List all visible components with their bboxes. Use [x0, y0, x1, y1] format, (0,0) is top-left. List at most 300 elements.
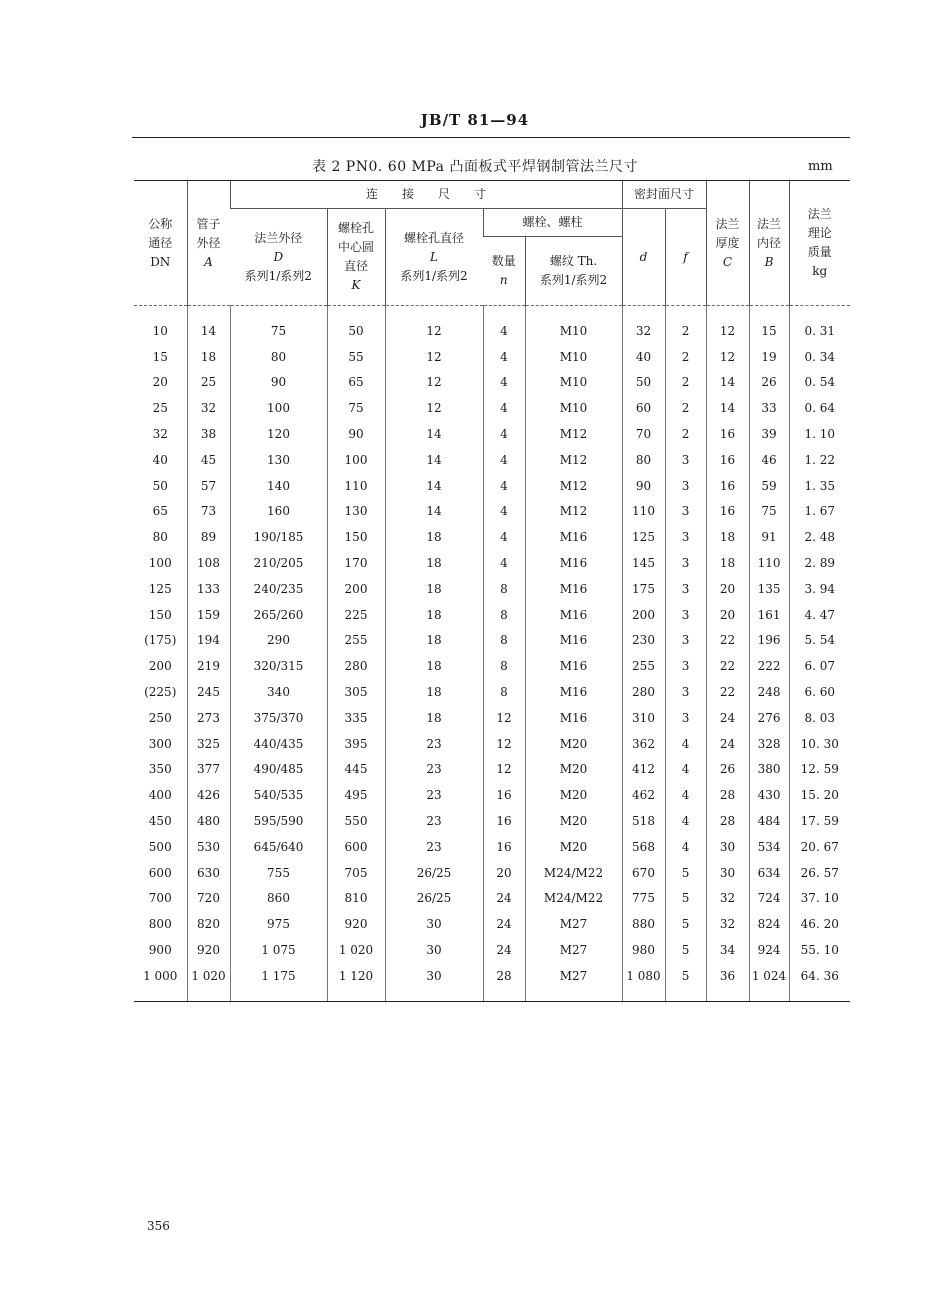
table-cell: 550: [327, 808, 385, 834]
table-cell: 4: [483, 473, 525, 499]
table-row: [134, 344, 850, 370]
table-cell: 24: [483, 886, 525, 912]
table-cell: 18: [385, 679, 483, 705]
table-cell: 4: [483, 447, 525, 473]
header-inner-diameter: 法兰 内径 B: [749, 181, 789, 306]
table-cell: 46: [749, 447, 789, 473]
table-cell: 480: [187, 808, 230, 834]
table-cell: 36: [706, 963, 749, 1001]
table-cell: 60: [622, 395, 665, 421]
table-cell: 160: [230, 499, 327, 525]
table-cell: 1 020: [187, 963, 230, 1001]
table-cell: 1. 67: [789, 499, 850, 525]
table-row: [134, 963, 850, 1001]
table-cell: 133: [187, 576, 230, 602]
table-cell: 484: [749, 808, 789, 834]
header-bolt-circle: 螺栓孔 中心圆 直径 K: [327, 209, 385, 306]
table-cell: M12: [525, 473, 622, 499]
table-cell: M20: [525, 808, 622, 834]
table-cell: 860: [230, 886, 327, 912]
table-cell: 25: [152, 401, 168, 416]
table-cell: 150: [148, 607, 172, 622]
table-cell: M16: [525, 550, 622, 576]
table-cell: 135: [749, 576, 789, 602]
table-cell: 20: [706, 576, 749, 602]
table-cell: 265/260: [230, 602, 327, 628]
table-cell: 64. 36: [789, 963, 850, 1001]
table-cell: 23: [385, 782, 483, 808]
table-cell: 15: [749, 306, 789, 344]
table-cell: M10: [525, 344, 622, 370]
table-cell: 38: [187, 421, 230, 447]
table-cell: 645/640: [230, 834, 327, 860]
table-cell: 755: [230, 860, 327, 886]
table-cell: 328: [749, 731, 789, 757]
table-cell: 20. 67: [789, 834, 850, 860]
table-cell: 0. 34: [789, 344, 850, 370]
table-row: [134, 705, 850, 731]
table-cell: 18: [385, 602, 483, 628]
table-title: 表 2 PN0. 60 MPa 凸面板式平焊钢制管法兰尺寸: [312, 159, 638, 175]
table-cell: 90: [622, 473, 665, 499]
table-cell: 530: [187, 834, 230, 860]
table-cell: 490/485: [230, 757, 327, 783]
table-cell: 0. 54: [789, 370, 850, 396]
table-cell: 30: [385, 963, 483, 1001]
table-cell: 37. 10: [789, 886, 850, 912]
table-row: [134, 370, 850, 396]
table-cell: 430: [749, 782, 789, 808]
table-cell: 16: [483, 782, 525, 808]
table-cell: 445: [327, 757, 385, 783]
table-cell: M12: [525, 499, 622, 525]
table-cell: 219: [187, 653, 230, 679]
table-cell: M24/M22: [525, 886, 622, 912]
table-cell: 26. 57: [789, 860, 850, 886]
table-cell: 5. 54: [789, 628, 850, 654]
header-bolt-hole: 螺栓孔直径 L 系列1/系列2: [385, 209, 483, 306]
table-cell: M16: [525, 653, 622, 679]
table-cell: 540/535: [230, 782, 327, 808]
table-cell: 200: [327, 576, 385, 602]
table-cell: 15: [152, 349, 168, 364]
table-cell: 4: [483, 550, 525, 576]
table-cell: 824: [749, 911, 789, 937]
table-cell: 600: [148, 865, 172, 880]
table-cell: 600: [327, 834, 385, 860]
table-cell: 4: [665, 731, 706, 757]
table-cell: 59: [749, 473, 789, 499]
table-cell: 335: [327, 705, 385, 731]
table-cell: 380: [749, 757, 789, 783]
table-row: [134, 757, 850, 783]
table-cell: 880: [622, 911, 665, 937]
table-cell: 28: [483, 963, 525, 1001]
table-cell: 3: [665, 705, 706, 731]
table-row: [134, 421, 850, 447]
table-cell: 1 120: [327, 963, 385, 1001]
table-cell: 80: [230, 344, 327, 370]
table-cell: M16: [525, 576, 622, 602]
table-cell: 2: [665, 370, 706, 396]
table-cell: 634: [749, 860, 789, 886]
table-cell: 26: [749, 370, 789, 396]
table-cell: 5: [665, 860, 706, 886]
table-cell: 1 080: [622, 963, 665, 1001]
table-cell: 426: [187, 782, 230, 808]
table-cell: 65: [327, 370, 385, 396]
table-cell: 568: [622, 834, 665, 860]
table-cell: 5: [665, 963, 706, 1001]
table-row: [134, 860, 850, 886]
table-cell: 4: [483, 499, 525, 525]
table-cell: 150: [327, 524, 385, 550]
table-cell: 108: [187, 550, 230, 576]
table-cell: 80: [152, 530, 168, 545]
table-cell: 50: [327, 306, 385, 344]
table-row: [134, 524, 850, 550]
table-cell: 630: [187, 860, 230, 886]
table-cell: 90: [230, 370, 327, 396]
table-cell: 16: [706, 447, 749, 473]
table-cell: 57: [187, 473, 230, 499]
table-cell: 26/25: [385, 886, 483, 912]
table-cell: M12: [525, 447, 622, 473]
table-row: [134, 576, 850, 602]
table-cell: 23: [385, 808, 483, 834]
table-cell: 14: [385, 499, 483, 525]
table-cell: 25: [187, 370, 230, 396]
header-thread: 螺纹 Th. 系列1/系列2: [525, 237, 622, 306]
table-cell: 350: [148, 762, 172, 777]
table-cell: 18: [385, 628, 483, 654]
table-row: [134, 447, 850, 473]
table-cell: 16: [483, 834, 525, 860]
table-cell: 159: [187, 602, 230, 628]
table-cell: 810: [327, 886, 385, 912]
table-row: [134, 306, 850, 344]
table-cell: 230: [622, 628, 665, 654]
table-cell: 15. 20: [789, 782, 850, 808]
table-cell: 50: [152, 478, 168, 493]
table-cell: 18: [385, 524, 483, 550]
table-cell: 534: [749, 834, 789, 860]
table-cell: 12: [385, 306, 483, 344]
table-cell: 3: [665, 653, 706, 679]
table-cell: 450: [148, 814, 172, 829]
table-cell: 800: [148, 917, 172, 932]
table-cell: 110: [327, 473, 385, 499]
table-cell: 4: [665, 757, 706, 783]
table-cell: 16: [706, 473, 749, 499]
table-cell: 34: [706, 937, 749, 963]
table-cell: 65: [152, 504, 168, 519]
table-cell: 28: [706, 808, 749, 834]
table-cell: 18: [706, 550, 749, 576]
table-cell: 24: [483, 937, 525, 963]
table-cell: 1. 10: [789, 421, 850, 447]
table-cell: 22: [706, 679, 749, 705]
table-cell: 10. 30: [789, 731, 850, 757]
table-cell: 8: [483, 679, 525, 705]
table-cell: 12: [483, 757, 525, 783]
table-cell: 1 020: [327, 937, 385, 963]
table-cell: 18: [385, 705, 483, 731]
table-cell: 12: [483, 705, 525, 731]
table-cell: 110: [622, 499, 665, 525]
table-cell: 8: [483, 576, 525, 602]
table-cell: 18: [385, 576, 483, 602]
table-cell: 325: [187, 731, 230, 757]
table-cell: 14: [385, 473, 483, 499]
table-cell: 3: [665, 447, 706, 473]
table-cell: 70: [622, 421, 665, 447]
table-cell: (225): [144, 685, 177, 700]
table-cell: 130: [327, 499, 385, 525]
table-cell: 45: [187, 447, 230, 473]
table-cell: 6. 60: [789, 679, 850, 705]
header-mass: 法兰 理论 质量 kg: [789, 181, 850, 306]
table-cell: 3: [665, 679, 706, 705]
table-cell: 14: [706, 395, 749, 421]
table-cell: 2: [665, 344, 706, 370]
table-cell: 75: [749, 499, 789, 525]
table-cell: 775: [622, 886, 665, 912]
table-row: [134, 834, 850, 860]
table-cell: 240/235: [230, 576, 327, 602]
table-cell: 12: [385, 344, 483, 370]
table-row: [134, 782, 850, 808]
table-cell: 3. 94: [789, 576, 850, 602]
table-cell: 0. 64: [789, 395, 850, 421]
table-cell: 5: [665, 886, 706, 912]
table-cell: 412: [622, 757, 665, 783]
table-cell: 4: [483, 524, 525, 550]
table-row: [134, 550, 850, 576]
table-cell: 245: [187, 679, 230, 705]
table-cell: M16: [525, 602, 622, 628]
table-cell: 110: [749, 550, 789, 576]
table-cell: 3: [665, 550, 706, 576]
table-cell: 1. 35: [789, 473, 850, 499]
table-cell: 16: [706, 499, 749, 525]
table-cell: M10: [525, 370, 622, 396]
table-cell: 30: [706, 834, 749, 860]
table-cell: M16: [525, 628, 622, 654]
table-cell: M16: [525, 524, 622, 550]
table-cell: 12. 59: [789, 757, 850, 783]
table-cell: 255: [622, 653, 665, 679]
table-cell: 310: [622, 705, 665, 731]
table-row: [134, 911, 850, 937]
table-cell: 255: [327, 628, 385, 654]
table-cell: M27: [525, 937, 622, 963]
table-cell: 145: [622, 550, 665, 576]
table-cell: 24: [706, 705, 749, 731]
table-cell: 14: [187, 306, 230, 344]
table-cell: M10: [525, 395, 622, 421]
table-cell: 8. 03: [789, 705, 850, 731]
table-cell: 4: [665, 834, 706, 860]
table-cell: 440/435: [230, 731, 327, 757]
table-cell: 290: [230, 628, 327, 654]
table-cell: 280: [327, 653, 385, 679]
table-cell: 18: [385, 550, 483, 576]
table-cell: 30: [706, 860, 749, 886]
table-cell: 14: [385, 447, 483, 473]
table-cell: 250: [148, 710, 172, 725]
table-cell: 4. 47: [789, 602, 850, 628]
table-cell: 50: [622, 370, 665, 396]
table-cell: 700: [148, 891, 172, 906]
table-row: [134, 499, 850, 525]
table-cell: 980: [622, 937, 665, 963]
table-cell: 720: [187, 886, 230, 912]
table-row: [134, 886, 850, 912]
table-cell: 1 000: [134, 963, 187, 1001]
table-cell: 55. 10: [789, 937, 850, 963]
table-cell: 6. 07: [789, 653, 850, 679]
table-cell: 170: [327, 550, 385, 576]
table-cell: 3: [665, 473, 706, 499]
table-row: [134, 808, 850, 834]
table-cell: 1 075: [230, 937, 327, 963]
table-cell: 12: [385, 395, 483, 421]
table-cell: 20: [152, 375, 168, 390]
table-cell: 14: [706, 370, 749, 396]
table-cell: 518: [622, 808, 665, 834]
table-cell: 4: [483, 370, 525, 396]
table-cell: 320/315: [230, 653, 327, 679]
table-cell: 300: [148, 736, 172, 751]
table-cell: 222: [749, 653, 789, 679]
table-cell: 200: [622, 602, 665, 628]
table-cell: 4: [665, 782, 706, 808]
table-cell: M27: [525, 963, 622, 1001]
table-cell: 462: [622, 782, 665, 808]
table-cell: M12: [525, 421, 622, 447]
table-cell: 280: [622, 679, 665, 705]
table-cell: 120: [230, 421, 327, 447]
header-seal-d: d: [622, 209, 665, 306]
table-cell: 400: [148, 788, 172, 803]
table-cell: 375/370: [230, 705, 327, 731]
table-cell: 1. 22: [789, 447, 850, 473]
unit-label: mm: [808, 159, 833, 174]
table-row: [134, 937, 850, 963]
table-cell: 5: [665, 937, 706, 963]
header-bolt-count: 数量 n: [483, 237, 525, 306]
table-cell: 190/185: [230, 524, 327, 550]
table-cell: 89: [187, 524, 230, 550]
table-cell: 23: [385, 834, 483, 860]
table-cell: 75: [230, 306, 327, 344]
table-cell: 4: [483, 421, 525, 447]
table-cell: 26: [706, 757, 749, 783]
table-cell: 705: [327, 860, 385, 886]
table-cell: 30: [385, 937, 483, 963]
table-cell: 4: [483, 306, 525, 344]
header-dn: 公称 通径 DN: [134, 181, 187, 306]
table-cell: M16: [525, 705, 622, 731]
table-cell: (175): [144, 633, 177, 648]
table-cell: 200: [148, 659, 172, 674]
table-cell: 724: [749, 886, 789, 912]
header-pipe-od: 管子 外径 A: [187, 181, 230, 306]
table-cell: 8: [483, 653, 525, 679]
table-cell: 100: [230, 395, 327, 421]
table-cell: 362: [622, 731, 665, 757]
table-cell: 2. 89: [789, 550, 850, 576]
table-cell: 3: [665, 628, 706, 654]
table-cell: 225: [327, 602, 385, 628]
table-cell: 73: [187, 499, 230, 525]
table-cell: 595/590: [230, 808, 327, 834]
table-cell: 40: [622, 344, 665, 370]
table-cell: 12: [706, 344, 749, 370]
table-cell: 276: [749, 705, 789, 731]
table-cell: 75: [327, 395, 385, 421]
table-cell: 32: [706, 886, 749, 912]
table-cell: 80: [622, 447, 665, 473]
table-cell: 196: [749, 628, 789, 654]
table-row: [134, 653, 850, 679]
table-cell: 8: [483, 602, 525, 628]
table-cell: 4: [483, 395, 525, 421]
table-cell: 5: [665, 911, 706, 937]
table-cell: 32: [187, 395, 230, 421]
table-cell: 10: [152, 323, 168, 338]
table-row: [134, 602, 850, 628]
table-cell: M20: [525, 782, 622, 808]
table-cell: 23: [385, 731, 483, 757]
table-cell: 273: [187, 705, 230, 731]
table-cell: 3: [665, 576, 706, 602]
table-cell: 24: [706, 731, 749, 757]
table-cell: 377: [187, 757, 230, 783]
table-cell: 32: [622, 306, 665, 344]
table-cell: M24/M22: [525, 860, 622, 886]
table-cell: 22: [706, 628, 749, 654]
table-cell: 2: [665, 395, 706, 421]
table-cell: 18: [187, 344, 230, 370]
header-seal-f: f: [665, 209, 706, 306]
table-cell: 40: [152, 452, 168, 467]
table-cell: 33: [749, 395, 789, 421]
table-row: [134, 679, 850, 705]
table-cell: 194: [187, 628, 230, 654]
table-cell: 20: [483, 860, 525, 886]
table-cell: 210/205: [230, 550, 327, 576]
table-row: [134, 473, 850, 499]
table-cell: 4: [483, 344, 525, 370]
table-cell: 8: [483, 628, 525, 654]
table-cell: M27: [525, 911, 622, 937]
table-cell: 2. 48: [789, 524, 850, 550]
header-seal: 密封面尺寸: [622, 181, 706, 209]
table-cell: 12: [385, 370, 483, 396]
table-cell: 12: [483, 731, 525, 757]
table-row: [134, 628, 850, 654]
table-cell: 920: [187, 937, 230, 963]
table-cell: 18: [706, 524, 749, 550]
table-cell: M20: [525, 757, 622, 783]
table-cell: 19: [749, 344, 789, 370]
table-cell: 900: [148, 943, 172, 958]
table-cell: 16: [483, 808, 525, 834]
table-cell: 26/25: [385, 860, 483, 886]
table-cell: 3: [665, 499, 706, 525]
